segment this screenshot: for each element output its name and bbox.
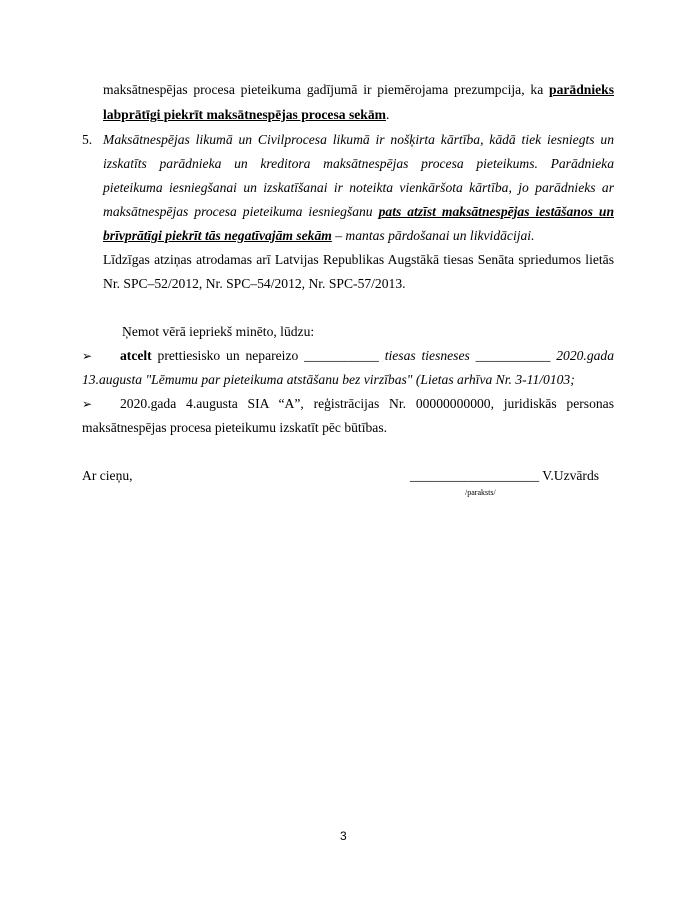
text: 2020.gada <box>556 348 615 363</box>
item5-line3: pieteikuma iesniegšanai un izskatīšanai ir noteikta vienkāršota kārtība, jo parādnieks ar <box>103 180 614 195</box>
text: . <box>385 107 390 122</box>
text: maksātnespējas procesa pieteikuma iesniegšanu <box>103 204 379 219</box>
text: maksātnespējas procesa pieteikuma gadījumā ir piemērojama prezumpcija, ka <box>103 82 550 97</box>
item5-line5 <box>103 224 614 249</box>
emphasis-text: pats atzīst maksātnespējas iestāšanos un <box>378 204 614 219</box>
page-number: 3 <box>340 829 347 843</box>
text: ___________ <box>469 348 557 363</box>
item5-line6: Līdzīgas atziņas atrodamas arī Latvijas Republikas Augstākā tiesas Senāta spriedumos lietās <box>103 252 614 267</box>
item5-line7: Nr. SPC–52/2012, Nr. SPC–54/2012, Nr. SPC-57/2013. <box>103 276 406 291</box>
paragraph-continuation-line1 <box>103 78 614 103</box>
list-number: 5. <box>82 132 93 147</box>
text: prettiesisko un nepareizo ___________ <box>151 348 385 363</box>
emphasis-text: labprātīgi piekrīt maksātnespējas procesa sekām <box>103 107 386 122</box>
item5-line2: izskatīts parādnieka un kreditora maksātnespējas procesa pieteikums. Parādnieka <box>103 156 614 171</box>
text: – mantas pārdošanai un likvidācijai. <box>331 228 535 243</box>
item5-line1: Maksātnespējas likumā un Civilprocesa likumā ir nošķirta kārtība, kādā tiek iesniegts un <box>103 132 614 147</box>
emphasis-text: parādnieks <box>549 82 614 97</box>
closing-greeting: Ar cieņu, <box>82 468 133 483</box>
emphasis-text: atcelt <box>120 348 152 363</box>
request-item1-line1 <box>120 344 614 369</box>
item5-line4 <box>103 200 614 225</box>
signature-label: /paraksts/ <box>465 488 496 497</box>
emphasis-text: brīvprātīgi piekrīt tās negatīvajām sekām <box>103 228 332 243</box>
signature-line: ___________________ V.Uzvārds <box>410 468 600 483</box>
arrow-bullet-icon: ➢ <box>82 397 93 411</box>
paragraph-continuation-line2 <box>103 103 614 128</box>
request-item1-line2: 13.augusta "Lēmumu par pieteikuma atstāšanu bez virzības" (Lietas arhīva Nr. 3-11/0103; <box>82 372 575 387</box>
text: tiesas tiesneses <box>384 348 470 363</box>
arrow-bullet-icon: ➢ <box>82 349 93 363</box>
request-intro: Ņemot vērā iepriekš minēto, lūdzu: <box>122 324 315 339</box>
request-item2-line1: 2020.gada 4.augusta SIA “A”, reģistrācijas Nr. 00000000000, juridiskās personas <box>120 396 614 411</box>
request-item2-line2: maksātnespējas procesa pieteikumu izskatīt pēc būtības. <box>82 420 388 435</box>
